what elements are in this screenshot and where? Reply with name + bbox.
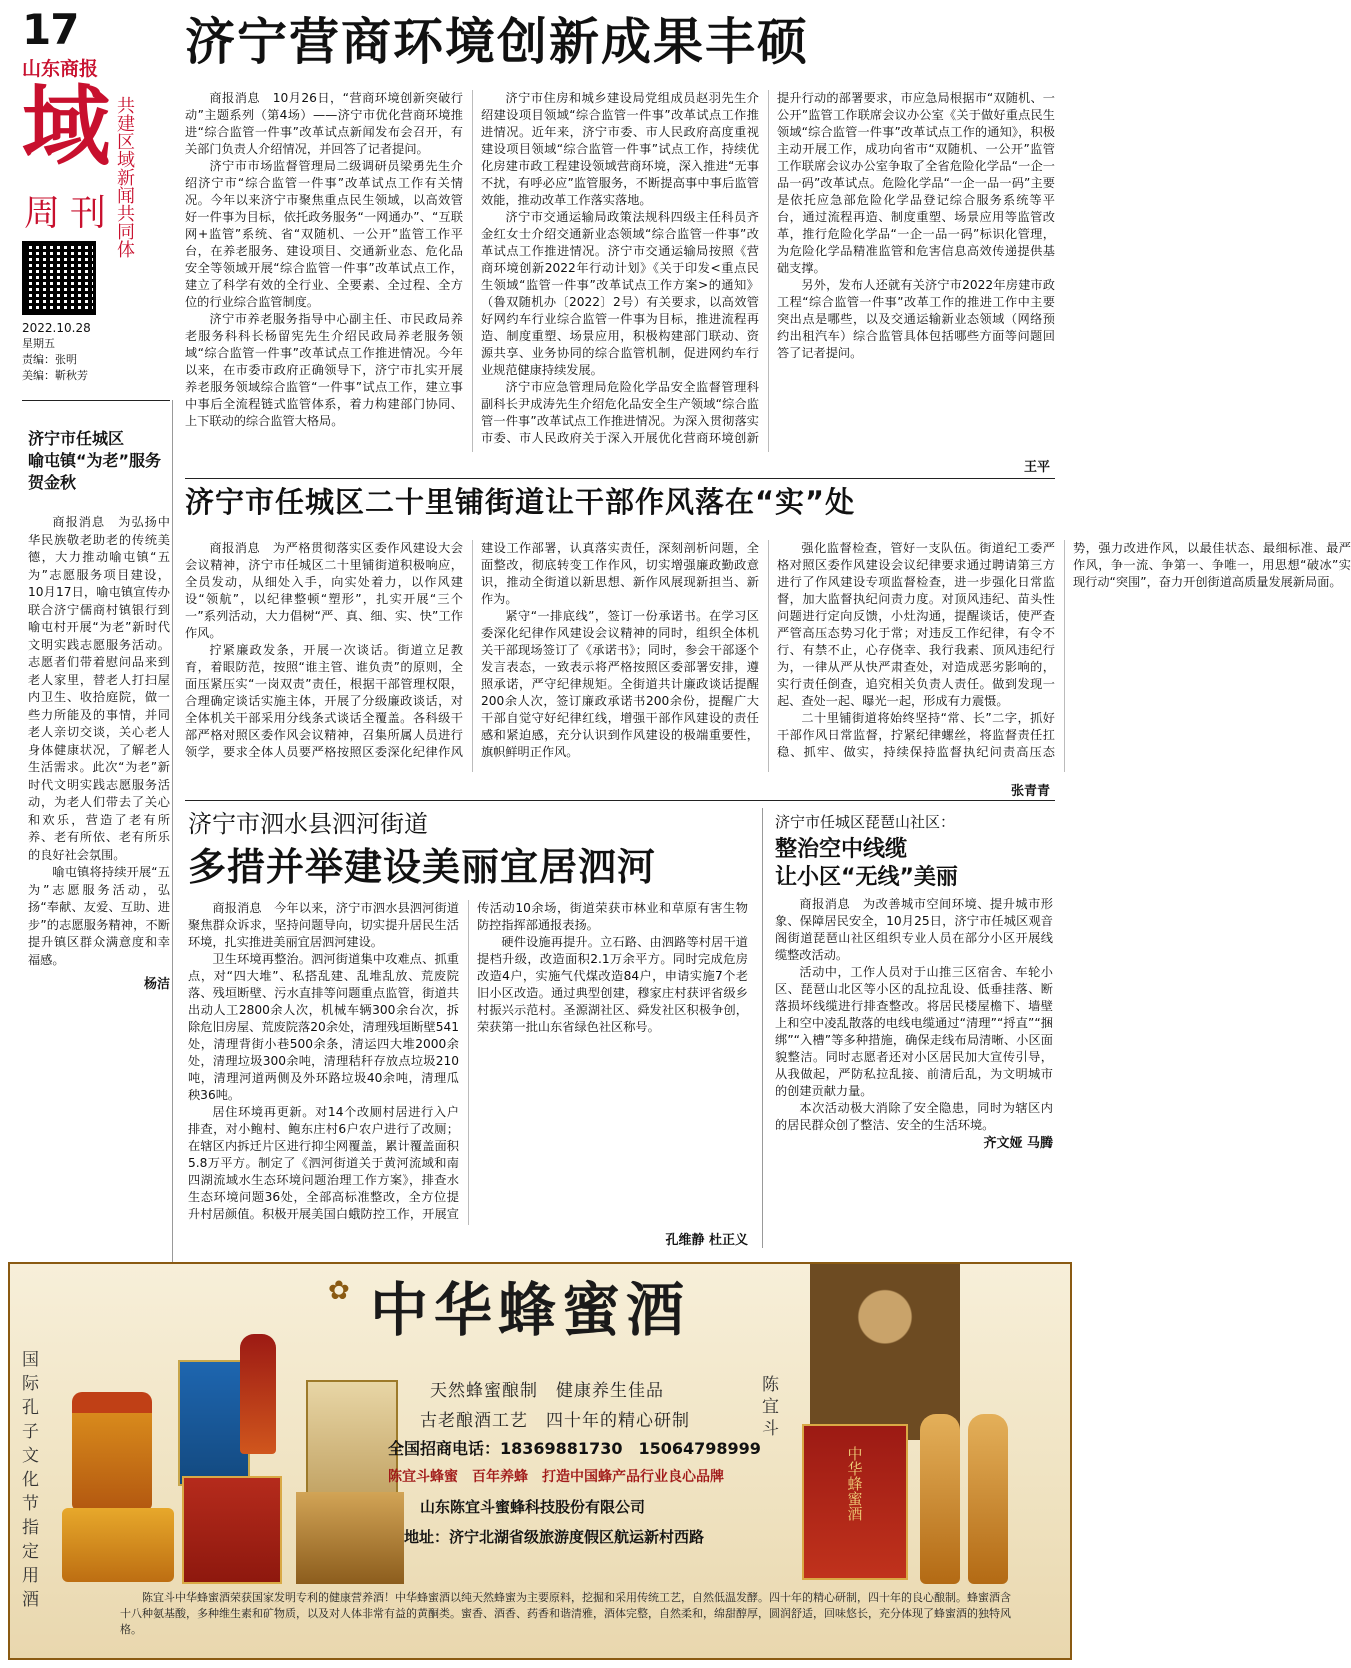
wine-bottle-image [920,1414,960,1584]
product-box-large-image [802,1424,908,1580]
ad-address: 地址：济宁北湖省级旅游度假区航运新村西路 [404,1528,705,1546]
slogan-vertical: 共建区域新闻共同体 [114,96,135,258]
paragraph: 另外，发布人还就有关济宁市2022年房建市政工程“综合监管一件事”改革工作的推进工作中主要突出点是哪些，以及交通运输新业态领域（网络预约出租汽车）综合监管具体包括哪些方面等问题回答了记者提问。 [777,278,1055,360]
advertisement [8,1262,1072,1660]
story-kicker: 济宁市任城区琵琶山社区： [775,813,956,831]
paragraph: 强化监督检查，管好一支队伍。街道纪工委严格对照区委作风建设会议纪律要求通过聘请第三方进行了作风建设专项监督检查，进一步强化日常监督，加大监督执纪问责力度。对顶风违纪、苗头性问题进行定向反馈，小灶沟通，提醒谈话，使严查严管高压态势习化于常；对违反工作纪律，有令不行、有禁不止，心存侥幸、我行我素、顶风违纪行为，一律从严从快严肃查处，对造成恶劣影响的，实行责任倒查，追究相关负责人责任。做到发现一起、查处一起、曝光一起，形成有力震慑。 [777,541,1055,708]
paragraph: 商报消息 为弘扬中华民族敬老助老的传统美德，大力推动喻屯镇“五为”志愿服务项目建设，10月17日，喻屯镇宣传办联合济宁儒商村镇银行到喻屯村开展“为老”新时代文明实践志愿服务活动。志愿者们带着慰问品来到老人家里，替老人打扫屋内卫生、收拾庭院，做一些力所能及的事情，并同老人亲切交谈，关心老人身体健康状况，了解老人生活需求。此次“为老”新时代文明实践志愿服务活动，为老人们带去了关心和欢乐，营造了老有所养、老有所依、老有所乐的良好社会氛围。 [28,515,170,862]
editor-credit: 责编：张明 [22,353,77,366]
byline: 孔维静 杜正义 [665,1233,748,1248]
divider [22,400,170,401]
paragraph: 拧紧廉政发条，开展一次谈话。街道立足教育，着眼防范，按照“谁主管、谁负责”的原则，全面压紧压实“一岗双责”责任，根据干部管理权限，合理确定谈话实施主体，开展了分级廉政谈话，对全体机关干部采用分线条式谈话全覆盖。各科级干部严格对照区委作风会议精神，召集所属人员进行领学，要求全体人员要严格按照区委深化纪律作风建设工作部署，认真落实责任，深刻剖析问题，全面整改，彻底转变工作作风，切实增强廉政勤政意识，推动全街道以新思想、新作风展现新担当、新作为。 [185,541,759,759]
side-story [28,428,170,992]
product-jar-image [72,1392,152,1510]
product-giftbox-image [306,1380,398,1498]
side-story [775,812,1053,1151]
paragraph: 居住环境再更新。对14个改厕村居进行入户排查，对小鲍村、鲍东庄村6户农户进行了改厕；在辖区内拆迁片区进行抑尘网覆盖，累计覆盖面积5.8万平方。制定了《泗河街道关于黄河流域和南四湖流域水生态环境问题治理工作方案》，排查水生态环境问题36处，全部高标准整改，全方位提升村居颜值。积极开展美国白蛾防控工作，开展宣传活动10余场，街道荣获市林业和草原有害生物防控指挥部通报表扬。 [188,901,748,1221]
paragraph: 二十里铺街道将始终坚持“常、长”二字，抓好干部作风日常监督，拧紧纪律螺丝，将监督责任扛稳、抓牢、做实，持续保持监督执纪问责高压态势，强力改进作风，以最佳状态、最细标准、最严作风，争一流、争第一、争唯一，用思想“破冰”实现行动“突围”，奋力开创街道高质量发展新局面。 [777,541,1351,759]
story-body [185,90,1055,452]
product-bottle-image [240,1334,276,1454]
wine-bottle-image [968,1414,1008,1584]
designer-credit: 美编：靳秋芳 [22,369,88,382]
page-number: 17 [22,5,79,54]
story-headline: 多措并举建设美丽宜居泗河 [188,845,657,889]
paragraph: 紧守“一排底线”，签订一份承诺书。在学习区委深化纪律作风建设会议精神的同时，组织全体机关干部现场签订了《承诺书》；同时，参会干部逐个发言表态，一致表示将严格按照区委部署安排，遵照承诺，严守纪律规矩。全街道共计廉政谈话提醒200余人次，签订廉政承诺书200余份，提醒广大干部自觉守好纪律红线，增强干部作风建设的责任感和紧迫感，充分认识到作风建设的极端重要性，旗帜鲜明正作风。 [481,609,759,759]
story-headline: 济宁市任城区二十里铺街道让干部作风落在“实”处 [185,485,856,519]
byline: 齐文娅 马腾 [983,1136,1053,1151]
issue-weekday: 星期五 [22,337,55,350]
ad-slogan-1: 天然蜂蜜酿制 健康养生佳品 [430,1381,664,1401]
paragraph: 本次活动极大消除了安全隐患，同时为辖区内的居民群众创了整洁、安全的生活环境。 [775,1101,1053,1132]
paragraph: 商报消息 今年以来，济宁市泗水县泗河街道聚焦群众诉求，坚持问题导向，切实提升居民生活环境，扎实推进美丽宜居泗河建设。 [188,901,459,949]
bottle-label: 中华蜂蜜酒 [845,1446,864,1521]
divider [185,478,1055,479]
story-kicker: 济宁市任城区 [28,429,125,448]
story-headline: 整治空中线缆 [775,837,908,862]
ad-slogan-2: 古老酿酒工艺 四十年的精心研制 [420,1411,690,1431]
paragraph: 硬件设施再提升。立石路、由泗路等村居干道提档升级，改造面积2.1万余平方。同时完成危房改造4户，实施气代煤改造84户，申请实施7个老旧小区改造。通过典型创建，穆家庄村获评省级乡村振兴示范村。圣源湖社区、舜发社区积极争创，荣获第一批山东省绿色社区称号。 [477,935,748,1034]
paper-name: 山东商报 [22,58,99,80]
paragraph: 商报消息 为改善城市空间环境、提升城市形象、保障居民安全，10月25日，济宁市任城区观音阁街道琵琶山社区组织专业人员在部分小区开展线缆整改活动。 [775,897,1053,962]
paragraph: 济宁市交通运输局政策法规科四级主任科员齐金红女士介绍交通新业态领域“综合监管一件事”改革试点工作推进情况。济宁市交通运输局按照《营商环境创新2022年行动计划》《关于印发<重点民生领域“监管一件事”改革试点工作方案>的通知》（鲁双随机办〔2022〕2号）有关要求，以高效管好网约车行业综合监管一件事为目标，推进流程再造、制度重塑、场景应用，积极构建部门联动、资源共享、业务协同的综合监管机制，促进网约车行业规范健康持续发展。 [481,210,759,377]
story-body [188,900,748,1225]
paragraph: 喻屯镇将持续开展“五为”志愿服务活动，弘扬“奉献、友爱、互助、进步”的志愿服务精神，不断提升镇区群众满意度和幸福感。 [28,865,170,967]
ad-company: 山东陈宜斗蜜蜂科技股份有限公司 [420,1498,646,1516]
product-giftset-image [296,1492,404,1584]
paragraph: 济宁市养老服务指导中心副主任、市民政局养老服务科科长杨留宪先生介绍民政局养老服务领域“综合监管一件事”改革试点工作推进情况。今年以来，在市委市政府正确领导下，济宁市扎实开展养老服务领域综合监管“一件事”试点工作，建立事中事后全流程链式监管体系，着力构建部门协同、上下联动的综合监管大格局。 [185,312,463,428]
column-rule [762,808,763,1248]
story-headline-line2: 让小区“无线”美丽 [775,865,958,890]
issue-date: 2022.10.28 [22,321,91,335]
product-redbox-image [182,1476,282,1584]
ad-signature: 陈宜斗 [762,1375,779,1439]
ad-footer: 陈宜斗中华蜂蜜酒荣获国家发明专利的健康营养酒！中华蜂蜜酒以纯天然蜂蜜为主要原料，挖掘和采用传统工艺，自然低温发酵。四十年的精心研制，四十年的良心酿制。蜂蜜酒含十八种氨基酸，多种维生素和矿物质，以及对人体非常有益的黄酮类。蜜香、酒香、药香和谐清雅，酒体完整，自然柔和，绵甜醇厚，圆润舒适，回味悠长，充分体现了蜂蜜酒的独特风格。 [120,1591,1011,1636]
section-sub: 周刊 [24,193,117,234]
ad-tagline: 陈宜斗蜂蜜 百年养蜂 打造中国蜂产品行业良心品牌 [388,1469,724,1485]
ad-side-text: 国际孔子文化节指定用酒 [22,1350,39,1610]
section-big-char: 域 [22,75,111,178]
bee-icon: ✿ [328,1276,350,1306]
paragraph: 济宁市市场监督管理局二级调研员梁勇先生介绍济宁市“综合监管一件事”改革试点工作有关情况。今年以来济宁市聚焦重点民生领域，以高效管好一件事为目标，依托政务服务“一网通办”、“互联网+监管”系统、省“双随机、一公开”监管工作平台，在养老服务、建设项目、交通新业态、危化品安全等领域开展“综合监管一件事”改革试点工作，建立了科学有效的全行业、全要素、全过程、全方位的行业综合监管制度。 [185,159,463,309]
paragraph: 济宁市应急管理局危险化学品安全监督管理科副科长尹成涛先生介绍危化品安全生产领域“综合监管一件事”改革试点工作推进情况。为深入贯彻落实市委、市人民政府关于深入开展优化营商环境创新提升行动的部署要求，市应急局根据市“双随机、一公开”监管工作联席会议办公室《关于做好重点民生领域“综合监管一件事”改革试点工作的通知》，积极主动开展工作，成功向省市“双随机、一公开”监管工作联席会议办公室争取了全省危险化学品“一企一品一码”改革试点。危险化学品“一企一品一码”主要是依托应急部危险化学品登记综合服务系统等平台，通过流程再造、制度重塑、场景应用等监管改革，推行危险化学品“一企一品一码”标识化管理，为危险化学品精准监管和危害信息高效传递提供基础支撑。 [481,91,1055,445]
story-headline: 喻屯镇“为老”服务贺金秋 [28,451,162,492]
byline: 杨洁 [143,977,170,992]
byline: 张青青 [1010,784,1050,799]
qr-code [22,241,96,315]
paragraph: 卫生环境再整治。泗河街道集中攻难点、抓重点，对“四大堆”、私搭乱建、乱堆乱放、荒废院落、残垣断壁、污水直排等问题重点监管，街道共出动人工2800余人次，机械车辆300余台次，拆除危旧房屋、荒废院落20余处，清理残垣断壁541处，清理背街小巷500余条，清运四大堆2000余处，清理垃圾300余吨，清理秸秆存放点垃圾210吨，清理河道两侧及外环路垃圾40余吨，清理瓜秧36吨。 [188,952,459,1102]
paragraph: 济宁市住房和城乡建设局党组成员赵羽先生介绍建设项目领域“综合监管一件事”改革试点工作推进情况。近年来，济宁市委、市人民政府高度重视建设项目领域“综合监管一件事”试点工作，持续优化房建市政工程建设领域营商环境，深入推进“无事不扰，有呼必应”监管服务，不断提高事中事后监管效能，推动改革工作落实落地。 [481,91,759,207]
divider [185,800,1055,801]
story-headline: 济宁营商环境创新成果丰硕 [185,13,809,71]
paragraph: 活动中，工作人员对于山推三区宿舍、车轮小区、琵琶山北区等小区的乱拉乱设、低垂挂落、断落损坏线缆进行排查整改。将居民楼屋檐下、墙壁上和空中凌乱散落的电线电缆通过“清理”“捋直”“捆绑”“入槽”等多种措施，确保走线布局清晰、小区面貌整洁。同时志愿者还对小区居民加大宣传引导，从我做起，严防私拉乱接、前清后乱，为文明城市的创建贡献力量。 [775,965,1053,1098]
story-kicker: 济宁市泗水县泗河街道 [188,810,428,838]
ad-hotline: 全国招商电话：18369881730 15064798999 [388,1439,761,1458]
product-honey-jars-image [62,1508,174,1582]
paragraph: 商报消息 为严格贯彻落实区委作风建设大会会议精神，济宁市任城区二十里铺街道积极响应，全员发动，从细处入手，向实处着力，以作风建设“领航”，以纪律整顿“塑形”，扎实开展“三个一”系列活动，大力倡树“严、真、细、实、快”工作作风。 [185,541,463,640]
masthead [22,5,140,388]
paragraph: 商报消息 10月26日，“营商环境创新突破行动”主题系列（第4场）——济宁市优化营商环境推进“综合监管一件事”改革试点新闻发布会召开，有关部门负责人介绍情况，并回答了记者提问。 [185,91,463,156]
ad-brand: 中华蜂蜜酒 [370,1276,691,1344]
byline: 王平 [1023,460,1050,475]
story-body [185,540,1351,772]
